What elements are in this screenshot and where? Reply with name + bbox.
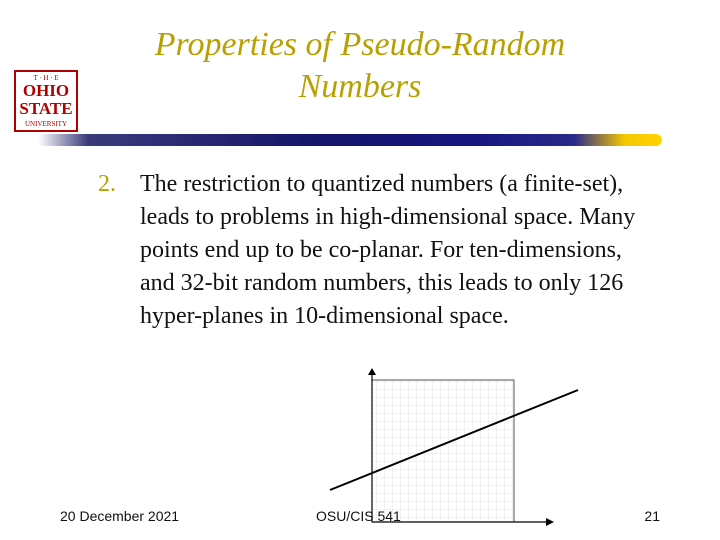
item-text: The restriction to quantized numbers (a finite-set), leads to problems in high-dimensional space. Many points end up to be co-planar. For ten-dimensions, and 32-bit random numbers, this leads to only 126 hyper-planes in 10-dimensional space. — [140, 171, 636, 329]
footer-page-number: 21 — [644, 508, 660, 524]
logo-line3: UNIVERSITY — [25, 120, 67, 128]
footer-course: OSU/CIS 541 — [316, 508, 401, 524]
ohio-state-logo — [14, 70, 78, 132]
item-number: 2. — [98, 171, 116, 197]
footer-date: 20 December 2021 — [60, 508, 180, 524]
x-axis-arrow — [546, 518, 554, 526]
logo-top-text: T · H · E — [33, 74, 59, 82]
y-axis-arrow — [368, 368, 376, 375]
logo-line1: OHIO — [22, 81, 70, 100]
title-divider-bar — [38, 134, 662, 146]
logo-line2: STATE — [19, 99, 73, 118]
grid-box — [372, 380, 514, 522]
slide-title: Properties of Pseudo-Random Numbers — [154, 26, 566, 105]
